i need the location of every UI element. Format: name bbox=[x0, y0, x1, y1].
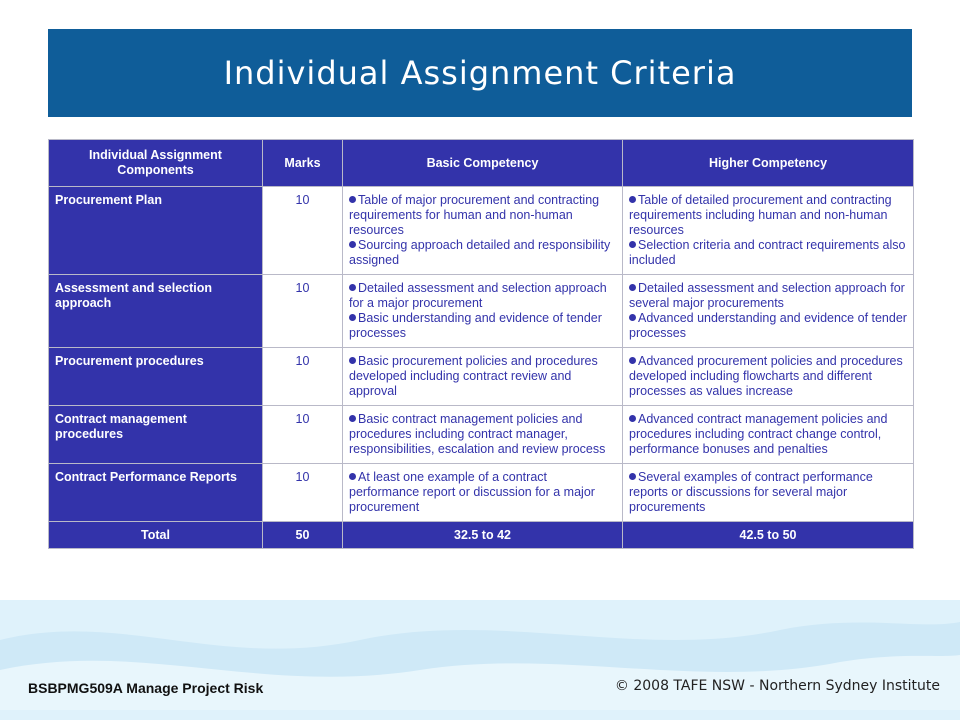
criteria-item bbox=[629, 193, 907, 238]
total-label: Total bbox=[49, 522, 263, 549]
total-basic: 32.5 to 42 bbox=[343, 522, 623, 549]
criteria-text: Detailed assessment and selection approach for several major procurements bbox=[629, 281, 905, 310]
criteria-item bbox=[629, 354, 907, 399]
bullet-icon bbox=[629, 314, 636, 321]
criteria-text: At least one example of a contract performance report or discussion for a major procurement bbox=[349, 470, 595, 514]
component-marks: 10 bbox=[263, 464, 343, 522]
criteria-item bbox=[349, 354, 616, 399]
criteria-text: Basic contract management policies and procedures including contract manager, responsibilities, escalation and review process bbox=[349, 412, 606, 456]
page-title: Individual Assignment Criteria bbox=[223, 54, 737, 92]
criteria-item bbox=[349, 311, 616, 341]
criteria-item bbox=[629, 281, 907, 311]
component-name: Assessment and selection approach bbox=[49, 275, 263, 348]
component-marks: 10 bbox=[263, 275, 343, 348]
table-header-row bbox=[49, 140, 914, 187]
criteria-text: Selection criteria and contract requirements also included bbox=[629, 238, 906, 267]
header-marks: Marks bbox=[263, 140, 343, 187]
criteria-item bbox=[349, 193, 616, 238]
criteria-item bbox=[349, 470, 616, 515]
bullet-icon bbox=[349, 415, 356, 422]
bullet-icon bbox=[629, 415, 636, 422]
criteria-item bbox=[629, 412, 907, 457]
basic-competency-cell bbox=[343, 348, 623, 406]
total-higher: 42.5 to 50 bbox=[623, 522, 914, 549]
criteria-text: Several examples of contract performance reports or discussions for several major procurements bbox=[629, 470, 873, 514]
total-row bbox=[49, 522, 914, 549]
bullet-icon bbox=[629, 284, 636, 291]
bullet-icon bbox=[629, 473, 636, 480]
table-row bbox=[49, 348, 914, 406]
table-row bbox=[49, 464, 914, 522]
bullet-icon bbox=[629, 241, 636, 248]
header-higher: Higher Competency bbox=[623, 140, 914, 187]
criteria-item bbox=[629, 311, 907, 341]
higher-competency-cell bbox=[623, 406, 914, 464]
total-marks: 50 bbox=[263, 522, 343, 549]
criteria-table bbox=[48, 139, 914, 549]
criteria-text: Sourcing approach detailed and responsibility assigned bbox=[349, 238, 611, 267]
criteria-text: Table of major procurement and contracting requirements for human and non-human resources bbox=[349, 193, 600, 237]
higher-competency-cell bbox=[623, 348, 914, 406]
component-marks: 10 bbox=[263, 406, 343, 464]
basic-competency-cell bbox=[343, 187, 623, 275]
table-row bbox=[49, 187, 914, 275]
title-bar bbox=[48, 29, 912, 117]
basic-competency-cell bbox=[343, 275, 623, 348]
basic-competency-cell bbox=[343, 464, 623, 522]
bullet-icon bbox=[349, 196, 356, 203]
copyright-notice: © 2008 TAFE NSW - Northern Sydney Institute bbox=[614, 678, 940, 694]
criteria-text: Advanced procurement policies and procedures developed including flowcharts and different processes as values increase bbox=[629, 354, 903, 398]
bullet-icon bbox=[349, 241, 356, 248]
course-code: BSBPMG509A Manage Project Risk bbox=[28, 680, 264, 696]
criteria-text: Advanced understanding and evidence of tender processes bbox=[629, 311, 907, 340]
component-marks: 10 bbox=[263, 187, 343, 275]
criteria-text: Table of detailed procurement and contracting requirements including human and non-human resources bbox=[629, 193, 892, 237]
criteria-text: Basic procurement policies and procedures developed including contract review and approval bbox=[349, 354, 598, 398]
bullet-icon bbox=[629, 357, 636, 364]
header-basic: Basic Competency bbox=[343, 140, 623, 187]
criteria-text: Basic understanding and evidence of tender processes bbox=[349, 311, 602, 340]
bullet-icon bbox=[349, 314, 356, 321]
bullet-icon bbox=[349, 284, 356, 291]
criteria-item bbox=[629, 470, 907, 515]
bullet-icon bbox=[349, 473, 356, 480]
component-name: Contract Performance Reports bbox=[49, 464, 263, 522]
criteria-item bbox=[349, 412, 616, 457]
component-name: Procurement procedures bbox=[49, 348, 263, 406]
higher-competency-cell bbox=[623, 187, 914, 275]
criteria-item bbox=[629, 238, 907, 268]
component-name: Procurement Plan bbox=[49, 187, 263, 275]
bullet-icon bbox=[349, 357, 356, 364]
component-marks: 10 bbox=[263, 348, 343, 406]
header-components: Individual Assignment Components bbox=[49, 140, 263, 187]
criteria-item bbox=[349, 238, 616, 268]
criteria-text: Advanced contract management policies and procedures including contract change control, performance bonuses and penalties bbox=[629, 412, 888, 456]
table-row bbox=[49, 406, 914, 464]
bullet-icon bbox=[629, 196, 636, 203]
criteria-item bbox=[349, 281, 616, 311]
table-row bbox=[49, 275, 914, 348]
component-name: Contract management procedures bbox=[49, 406, 263, 464]
criteria-text: Detailed assessment and selection approach for a major procurement bbox=[349, 281, 607, 310]
higher-competency-cell bbox=[623, 275, 914, 348]
higher-competency-cell bbox=[623, 464, 914, 522]
basic-competency-cell bbox=[343, 406, 623, 464]
